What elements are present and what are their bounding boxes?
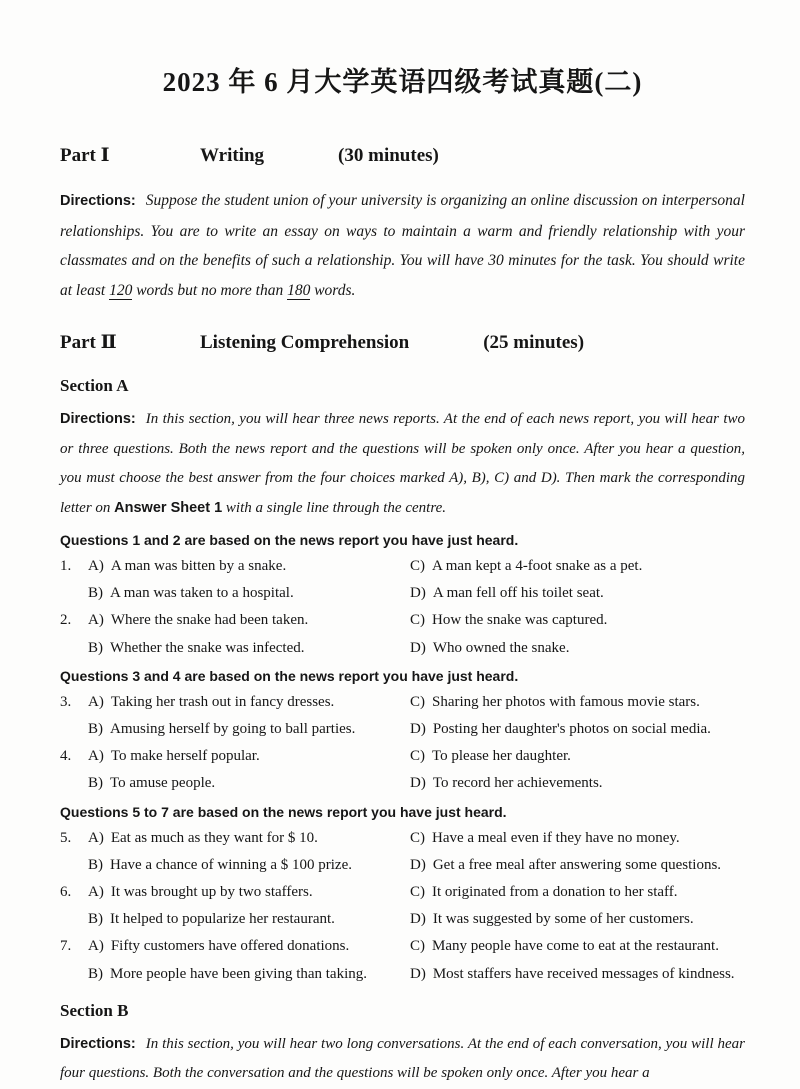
writing-directions — [60, 186, 745, 305]
section-a-heading: Section A — [60, 376, 129, 395]
option-column-left — [60, 716, 410, 743]
option-text: How the snake was captured. — [432, 612, 608, 629]
option-c — [410, 825, 680, 852]
directions-text-run: Suppose the student union of your university is organizing an online discussion on interpersonal relationships. You are to write an essay on ways to maintain a warm and friendly relationship with your classmates and on the benefits of such a relationship. You will have 30 minutes for the task. You should write at least — [60, 192, 745, 299]
question-group-heading: Questions 3 and 4 are based on the news report you have just heard. — [60, 667, 519, 684]
question-option-row — [60, 825, 745, 852]
option-column-right — [410, 879, 745, 906]
question-number: 2. — [60, 612, 72, 629]
option-column-left — [60, 879, 410, 906]
option-a — [88, 825, 318, 852]
option-a — [88, 607, 308, 634]
option-text: Sharing her photos with famous movie stars. — [432, 693, 700, 710]
option-b — [88, 770, 215, 797]
option-d — [410, 852, 721, 879]
option-letter: D) — [410, 775, 426, 792]
directions-text-run: In this section, you will hear three news reports. At the end of each news report, you will hear two or three questions. Both the news report and the questions will be spoken only once. After you hear a question, you must choose the best answer from the four choices marked A), B), C) and D). Then mark the corresponding letter on — [60, 411, 745, 516]
option-column-right — [410, 635, 745, 662]
option-column-right — [410, 743, 745, 770]
option-a — [88, 933, 349, 960]
answer-sheet-bold-text: Answer Sheet 1 — [114, 499, 223, 516]
option-column-left — [60, 906, 410, 933]
option-text: Amusing herself by going to ball parties. — [110, 721, 356, 738]
option-text: Most staffers have received messages of kindness. — [432, 965, 735, 982]
question-option-row — [60, 852, 745, 879]
option-b — [88, 852, 352, 879]
option-text: A man was taken to a hospital. — [110, 585, 294, 602]
option-letter: B) — [88, 911, 103, 928]
option-column-left — [60, 580, 410, 607]
option-d — [410, 580, 604, 607]
writing-directions-text — [60, 192, 745, 300]
option-b — [88, 906, 335, 933]
option-letter: A) — [88, 558, 104, 574]
question-number: 7. — [60, 938, 72, 955]
option-text: Who owned the snake. — [432, 639, 570, 656]
option-column-right — [410, 825, 745, 852]
option-d — [410, 961, 735, 988]
option-text: It helped to popularize her restaurant. — [110, 911, 335, 928]
directions-text-run: words but no more than — [132, 281, 288, 299]
option-column-left — [60, 743, 410, 770]
option-d — [410, 770, 603, 797]
option-letter: D) — [410, 965, 426, 982]
option-text: Where the snake had been taken. — [110, 612, 309, 629]
option-letter: C) — [410, 612, 425, 629]
option-column-left — [60, 825, 410, 852]
question-option-row — [60, 607, 745, 634]
question-number — [60, 580, 88, 607]
option-column-right — [410, 906, 745, 933]
part-1-title: Writing — [200, 145, 265, 166]
question-number: 4. — [60, 748, 72, 765]
option-letter: C) — [410, 829, 425, 846]
question-number: 3. — [60, 693, 72, 710]
part-2-heading — [60, 331, 745, 355]
underlined-number: 120 — [109, 281, 133, 299]
question-number: 1. — [60, 558, 72, 574]
page-title: 2023 年 6 月大学英语四级考试真题(二) — [162, 67, 643, 97]
question-option-row — [60, 716, 745, 743]
option-letter: A) — [88, 693, 104, 710]
option-d — [410, 635, 569, 662]
option-text: Many people have come to eat at the restaurant. — [432, 938, 719, 955]
question-option-row — [60, 770, 745, 797]
option-column-right — [410, 689, 745, 716]
option-letter: B) — [88, 585, 103, 602]
option-letter: B) — [88, 639, 103, 656]
option-d — [410, 906, 694, 933]
section-b-directions-text — [60, 1036, 745, 1082]
underlined-number: 180 — [287, 281, 311, 299]
option-c — [410, 933, 719, 960]
option-column-right — [410, 933, 745, 960]
option-letter: A) — [88, 884, 104, 901]
section-b-heading: Section B — [60, 1000, 129, 1020]
section-a-directions-label: Directions: — [60, 411, 136, 427]
option-text: Fifty customers have offered donations. — [110, 938, 350, 955]
directions-text-run: In this section, you will hear two long conversations. At the end of each conversation, you will hear four questions. Both the conversation and the questions will be spoken only once. After you hear a — [60, 1035, 745, 1082]
option-text: Taking her trash out in fancy dresses. — [110, 693, 335, 710]
question-groups — [60, 528, 745, 988]
question-option-row — [60, 743, 745, 770]
option-letter: D) — [410, 639, 426, 656]
option-a — [88, 553, 286, 580]
directions-text-run: with a single line through the centre. — [222, 499, 447, 516]
option-text: To please her daughter. — [432, 748, 571, 765]
option-c — [410, 689, 700, 716]
question-option-row — [60, 635, 745, 662]
option-text: More people have been giving than taking. — [110, 965, 368, 982]
part-1-heading — [60, 144, 745, 168]
option-c — [410, 607, 607, 634]
option-text: Have a meal even if they have no money. — [432, 829, 680, 846]
section-a-directions — [60, 405, 745, 523]
option-text: Eat as much as they want for $ 10. — [110, 829, 318, 846]
option-text: A man fell off his toilet seat. — [432, 585, 604, 602]
option-b — [88, 716, 355, 743]
option-a — [88, 879, 313, 906]
option-letter: C) — [410, 693, 425, 710]
option-column-right — [410, 580, 745, 607]
option-text: It was suggested by some of her customers. — [432, 911, 694, 928]
option-text: Have a chance of winning a $ 100 prize. — [110, 856, 352, 873]
question-number — [60, 961, 88, 988]
option-text: To record her achievements. — [432, 775, 603, 792]
option-letter: C) — [410, 938, 425, 955]
part-2-label: Part Ⅱ — [60, 332, 117, 353]
part-1-label: Part Ⅰ — [60, 145, 110, 166]
option-text: It originated from a donation to her staff. — [432, 884, 678, 901]
question-number: 5. — [60, 829, 72, 846]
question-option-row — [60, 689, 745, 716]
question-option-row — [60, 553, 745, 580]
option-column-left — [60, 607, 410, 634]
question-number — [60, 852, 88, 879]
option-column-left — [60, 933, 410, 960]
option-text: It was brought up by two staffers. — [110, 884, 313, 901]
question-number — [60, 770, 88, 797]
option-b — [88, 961, 367, 988]
option-a — [88, 743, 260, 770]
option-text: Whether the snake was infected. — [110, 639, 305, 656]
option-d — [410, 716, 711, 743]
option-b — [88, 635, 305, 662]
question-number — [60, 635, 88, 662]
question-option-row — [60, 961, 745, 988]
option-letter: D) — [410, 856, 426, 873]
option-column-left — [60, 961, 410, 988]
option-letter: C) — [410, 884, 425, 901]
option-letter: C) — [410, 558, 425, 574]
option-text: To make herself popular. — [110, 748, 260, 765]
option-column-left — [60, 553, 410, 580]
question-group-heading: Questions 1 and 2 are based on the news report you have just heard. — [60, 532, 519, 548]
part-1-time: (30 minutes) — [338, 145, 439, 166]
option-column-left — [60, 635, 410, 662]
option-column-right — [410, 770, 745, 797]
option-letter: B) — [88, 721, 103, 738]
section-b-directions — [60, 1030, 745, 1089]
option-text: Posting her daughter's photos on social media. — [432, 721, 711, 738]
option-letter: D) — [410, 911, 426, 928]
option-letter: A) — [88, 748, 104, 765]
question-number: 6. — [60, 884, 72, 901]
option-letter: B) — [88, 856, 103, 873]
part-2-title: Listening Comprehension — [200, 332, 410, 353]
option-column-left — [60, 689, 410, 716]
question-option-row — [60, 933, 745, 960]
section-a-directions-text — [60, 411, 745, 516]
option-column-right — [410, 852, 745, 879]
option-letter: A) — [88, 612, 104, 629]
option-letter: A) — [88, 938, 104, 955]
section-b-directions-label: Directions: — [60, 1035, 136, 1052]
option-column-right — [410, 553, 745, 580]
option-letter: D) — [410, 721, 426, 738]
question-number — [60, 906, 88, 933]
option-c — [410, 743, 571, 770]
part-2-time: (25 minutes) — [483, 332, 585, 353]
option-text: Get a free meal after answering some questions. — [432, 856, 722, 873]
question-number — [60, 716, 88, 743]
question-option-row — [60, 580, 745, 607]
option-b — [88, 580, 294, 607]
option-letter: B) — [88, 775, 103, 792]
writing-directions-label: Directions: — [60, 193, 136, 209]
question-option-row — [60, 906, 745, 933]
directions-text-run: words. — [310, 281, 356, 299]
question-group-heading: Questions 5 to 7 are based on the news report you have just heard. — [60, 803, 507, 820]
option-letter: C) — [410, 748, 425, 765]
option-column-left — [60, 770, 410, 797]
option-c — [410, 879, 678, 906]
option-letter: B) — [88, 965, 103, 982]
question-option-row — [60, 879, 745, 906]
option-text: To amuse people. — [110, 775, 216, 792]
option-letter: D) — [410, 585, 426, 602]
option-column-right — [410, 607, 745, 634]
option-a — [88, 689, 334, 716]
option-column-right — [410, 716, 745, 743]
option-text: A man kept a 4-foot snake as a pet. — [432, 558, 643, 574]
option-column-left — [60, 852, 410, 879]
option-c — [410, 553, 642, 580]
option-column-right — [410, 961, 745, 988]
option-text: A man was bitten by a snake. — [110, 558, 287, 574]
option-letter: A) — [88, 829, 104, 846]
